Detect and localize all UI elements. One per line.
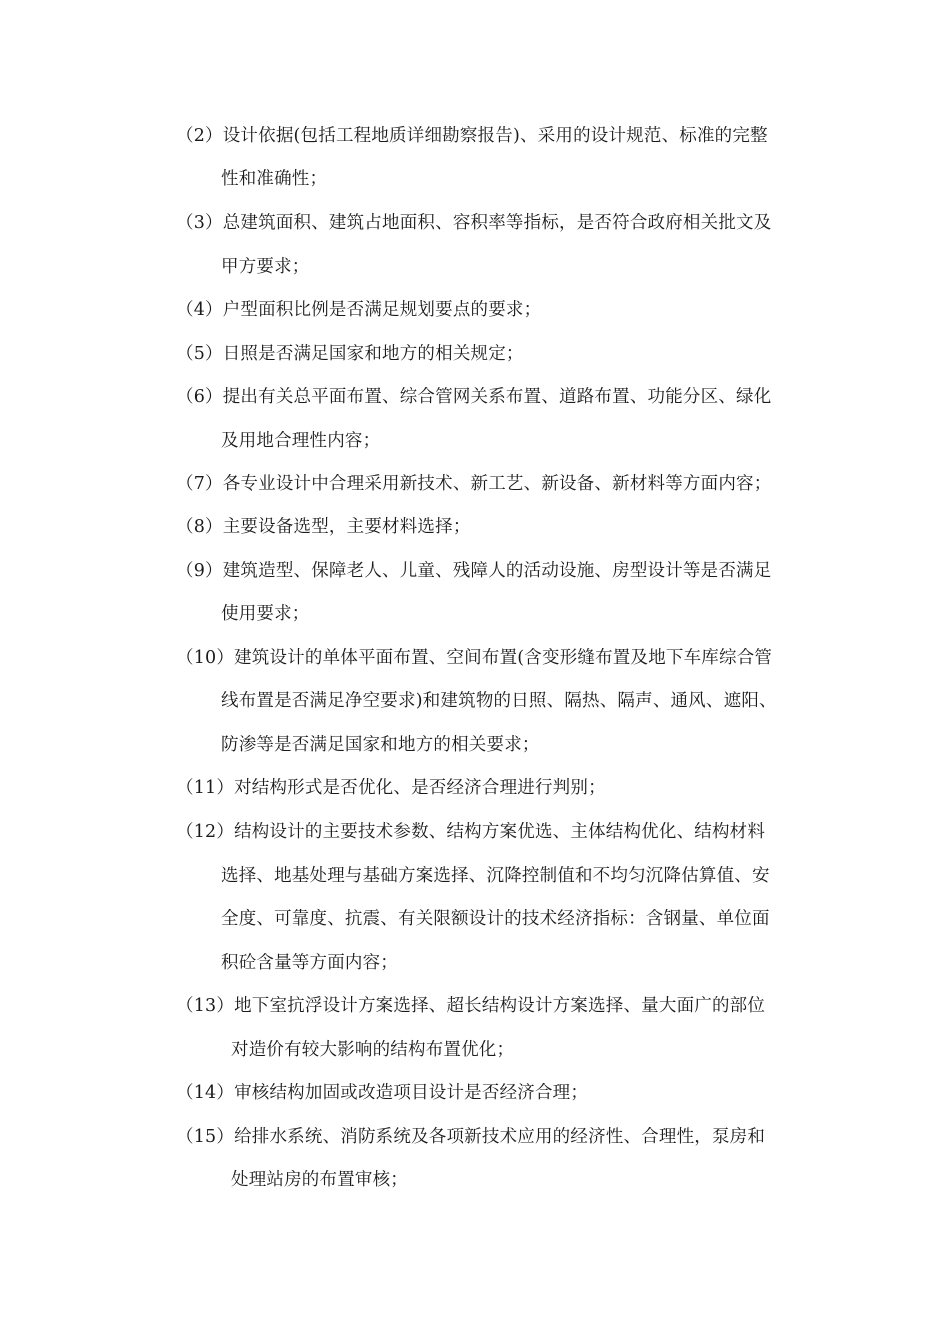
item-text: 给排水系统、消防系统及各项新技术应用的经济性、合理性，泵房和: [234, 1127, 766, 1147]
list-item-10-line-3: 防渗等是否满足国家和地方的相关要求；: [221, 735, 540, 755]
item-text: 总建筑面积、建筑占地面积、容积率等指标，是否符合政府相关批文及: [222, 213, 772, 233]
list-item-2-line-2: 性和准确性；: [221, 169, 328, 189]
item-text: 设计依据(包括工程地质详细勘察报告)、采用的设计规范、标准的完整: [222, 126, 768, 146]
item-number: （14）: [176, 1083, 235, 1103]
list-item-4-line-1: [176, 298, 541, 322]
item-number: （6）: [176, 387, 223, 407]
item-number: （8）: [176, 517, 223, 537]
item-number: （9）: [176, 561, 223, 581]
list-item-12-line-3: 全度、可靠度、抗震、有关限额设计的技术经济指标：含钢量、单位面: [221, 909, 770, 929]
list-item-13-line-1: [176, 994, 765, 1018]
list-item-10-line-1: [176, 646, 772, 670]
item-number: （11）: [176, 778, 235, 798]
item-number: （13）: [176, 996, 235, 1016]
list-item-7-line-1: [176, 472, 771, 496]
item-text: 提出有关总平面布置、综合管网关系布置、道路布置、功能分区、绿化: [222, 387, 772, 407]
item-number: （5）: [176, 344, 223, 364]
item-text: 主要设备选型，主要材料选择；: [222, 517, 471, 537]
item-number: （15）: [176, 1127, 235, 1147]
item-number: （7）: [176, 474, 223, 494]
list-item-6-line-2: 及用地合理性内容；: [221, 431, 381, 451]
item-number: （12）: [176, 822, 235, 842]
item-text: 建筑设计的单体平面布置、空间布置(含变形缝布置及地下车库综合管: [234, 648, 773, 668]
list-item-12-line-4: 积砼含量等方面内容；: [221, 953, 398, 973]
list-item-9-line-2: 使用要求；: [221, 604, 310, 624]
item-text: 地下室抗浮设计方案选择、超长结构设计方案选择、量大面广的部位: [234, 996, 766, 1016]
list-item-10-line-2: 线布置是否满足净空要求)和建筑物的日照、隔热、隔声、通风、遮阳、: [221, 691, 777, 711]
item-text: 对结构形式是否优化、是否经济合理进行判别；: [234, 778, 606, 798]
item-text: 结构设计的主要技术参数、结构方案优选、主体结构优化、结构材料: [234, 822, 766, 842]
list-item-15-line-2: 处理站房的布置审核；: [231, 1170, 408, 1190]
list-item-3-line-1: [176, 211, 771, 235]
item-number: （2）: [176, 126, 223, 146]
list-item-13-line-2: 对造价有较大影响的结构布置优化；: [231, 1040, 515, 1060]
list-item-6-line-1: [176, 385, 771, 409]
item-text: 户型面积比例是否满足规划要点的要求；: [222, 300, 542, 320]
list-item-5-line-1: [176, 342, 524, 366]
item-text: 日照是否满足国家和地方的相关规定；: [222, 344, 524, 364]
item-text: 各专业设计中合理采用新技术、新工艺、新设备、新材料等方面内容；: [222, 474, 772, 494]
item-number: （3）: [176, 213, 223, 233]
item-text: 建筑造型、保障老人、儿童、残障人的活动设施、房型设计等是否满足: [222, 561, 772, 581]
list-item-14-line-1: [176, 1081, 588, 1105]
item-number: （10）: [176, 648, 235, 668]
item-text: 审核结构加固或改造项目设计是否经济合理；: [234, 1083, 589, 1103]
item-number: （4）: [176, 300, 223, 320]
list-item-11-line-1: [176, 776, 606, 800]
list-item-9-line-1: [176, 559, 771, 583]
list-item-3-line-2: 甲方要求；: [221, 257, 310, 277]
list-item-2-line-1: [176, 124, 768, 148]
list-item-12-line-1: [176, 820, 765, 844]
list-item-15-line-1: [176, 1125, 765, 1149]
list-item-8-line-1: [176, 515, 471, 539]
list-item-12-line-2: 选择、地基处理与基础方案选择、沉降控制值和不均匀沉降估算值、安: [221, 866, 770, 886]
